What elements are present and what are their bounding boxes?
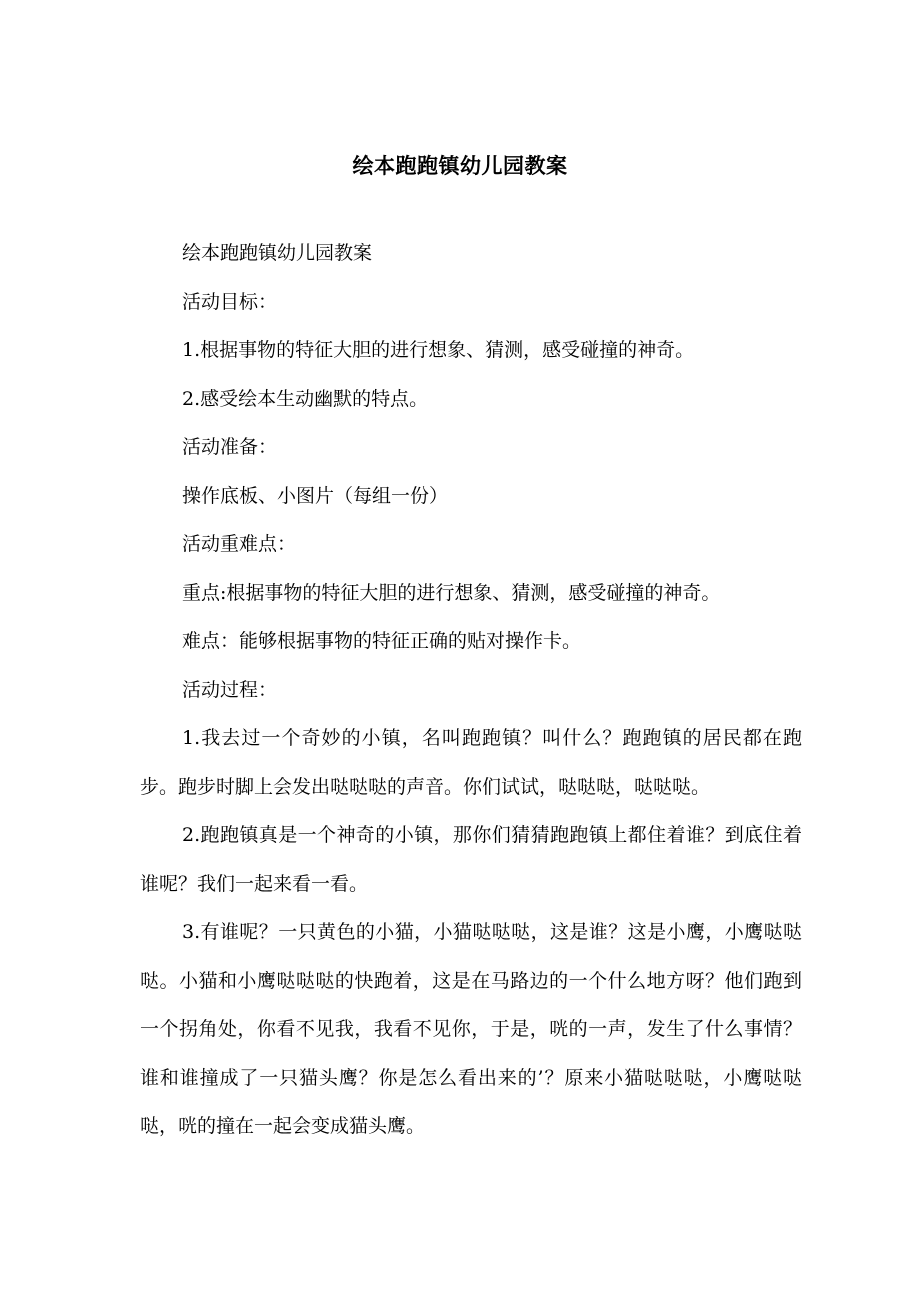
paragraph-key-points-heading: 活动重难点： (182, 533, 297, 555)
document-title: 绘本跑跑镇幼儿园教案 (352, 153, 568, 178)
paragraph-preparation-heading: 活动准备： (182, 436, 278, 458)
document-body (140, 229, 802, 1151)
paragraph-objective-2: 2.感受绘本生动幽默的特点。 (182, 387, 429, 410)
paragraph-preparation: 操作底板、小图片（每组一份） (182, 484, 449, 507)
paragraph-process-3: 3.有谁呢？一只黄色的小猫，小猫哒哒哒，这是谁？这是小鹰，小鹰哒哒哒。小猫和小鹰哒哒哒的快跑着，这是在马路边的一个什么地方呀？他们跑到一个拐角处，你看不见我，我看不见你，于是，咣的一声，发生了什么事情？谁和谁撞成了一只猫头鹰？你是怎么看出来的’？原来小猫哒哒哒，小鹰哒哒哒，咣的撞在一起会变成猫头鹰。 (140, 921, 802, 1137)
paragraph-objective-1: 1.根据事物的特征大胆的进行想象、猜测，感受碰撞的神奇。 (182, 339, 695, 361)
paragraph-process-2: 2.跑跑镇真是一个神奇的小镇，那你们猜猜跑跑镇上都住着谁？到底住着谁呢？我们一起来看一看。 (140, 824, 802, 895)
paragraph-objectives-heading: 活动目标： (182, 290, 278, 313)
paragraph-process-heading: 活动过程： (182, 678, 278, 701)
paragraph-subtitle: 绘本跑跑镇幼儿园教案 (182, 242, 373, 264)
paragraph-key-point: 重点:根据事物的特征大胆的进行想象、猜测，感受碰撞的神奇。 (182, 581, 721, 604)
paragraph-difficulty: 难点：能够根据事物的特征正确的贴对操作卡。 (182, 630, 582, 652)
paragraph-process-1: 1.我去过一个奇妙的小镇，名叫跑跑镇？叫什么？跑跑镇的居民都在跑步。跑步时脚上会发出哒哒哒的声音。你们试试，哒哒哒，哒哒哒。 (140, 727, 802, 798)
